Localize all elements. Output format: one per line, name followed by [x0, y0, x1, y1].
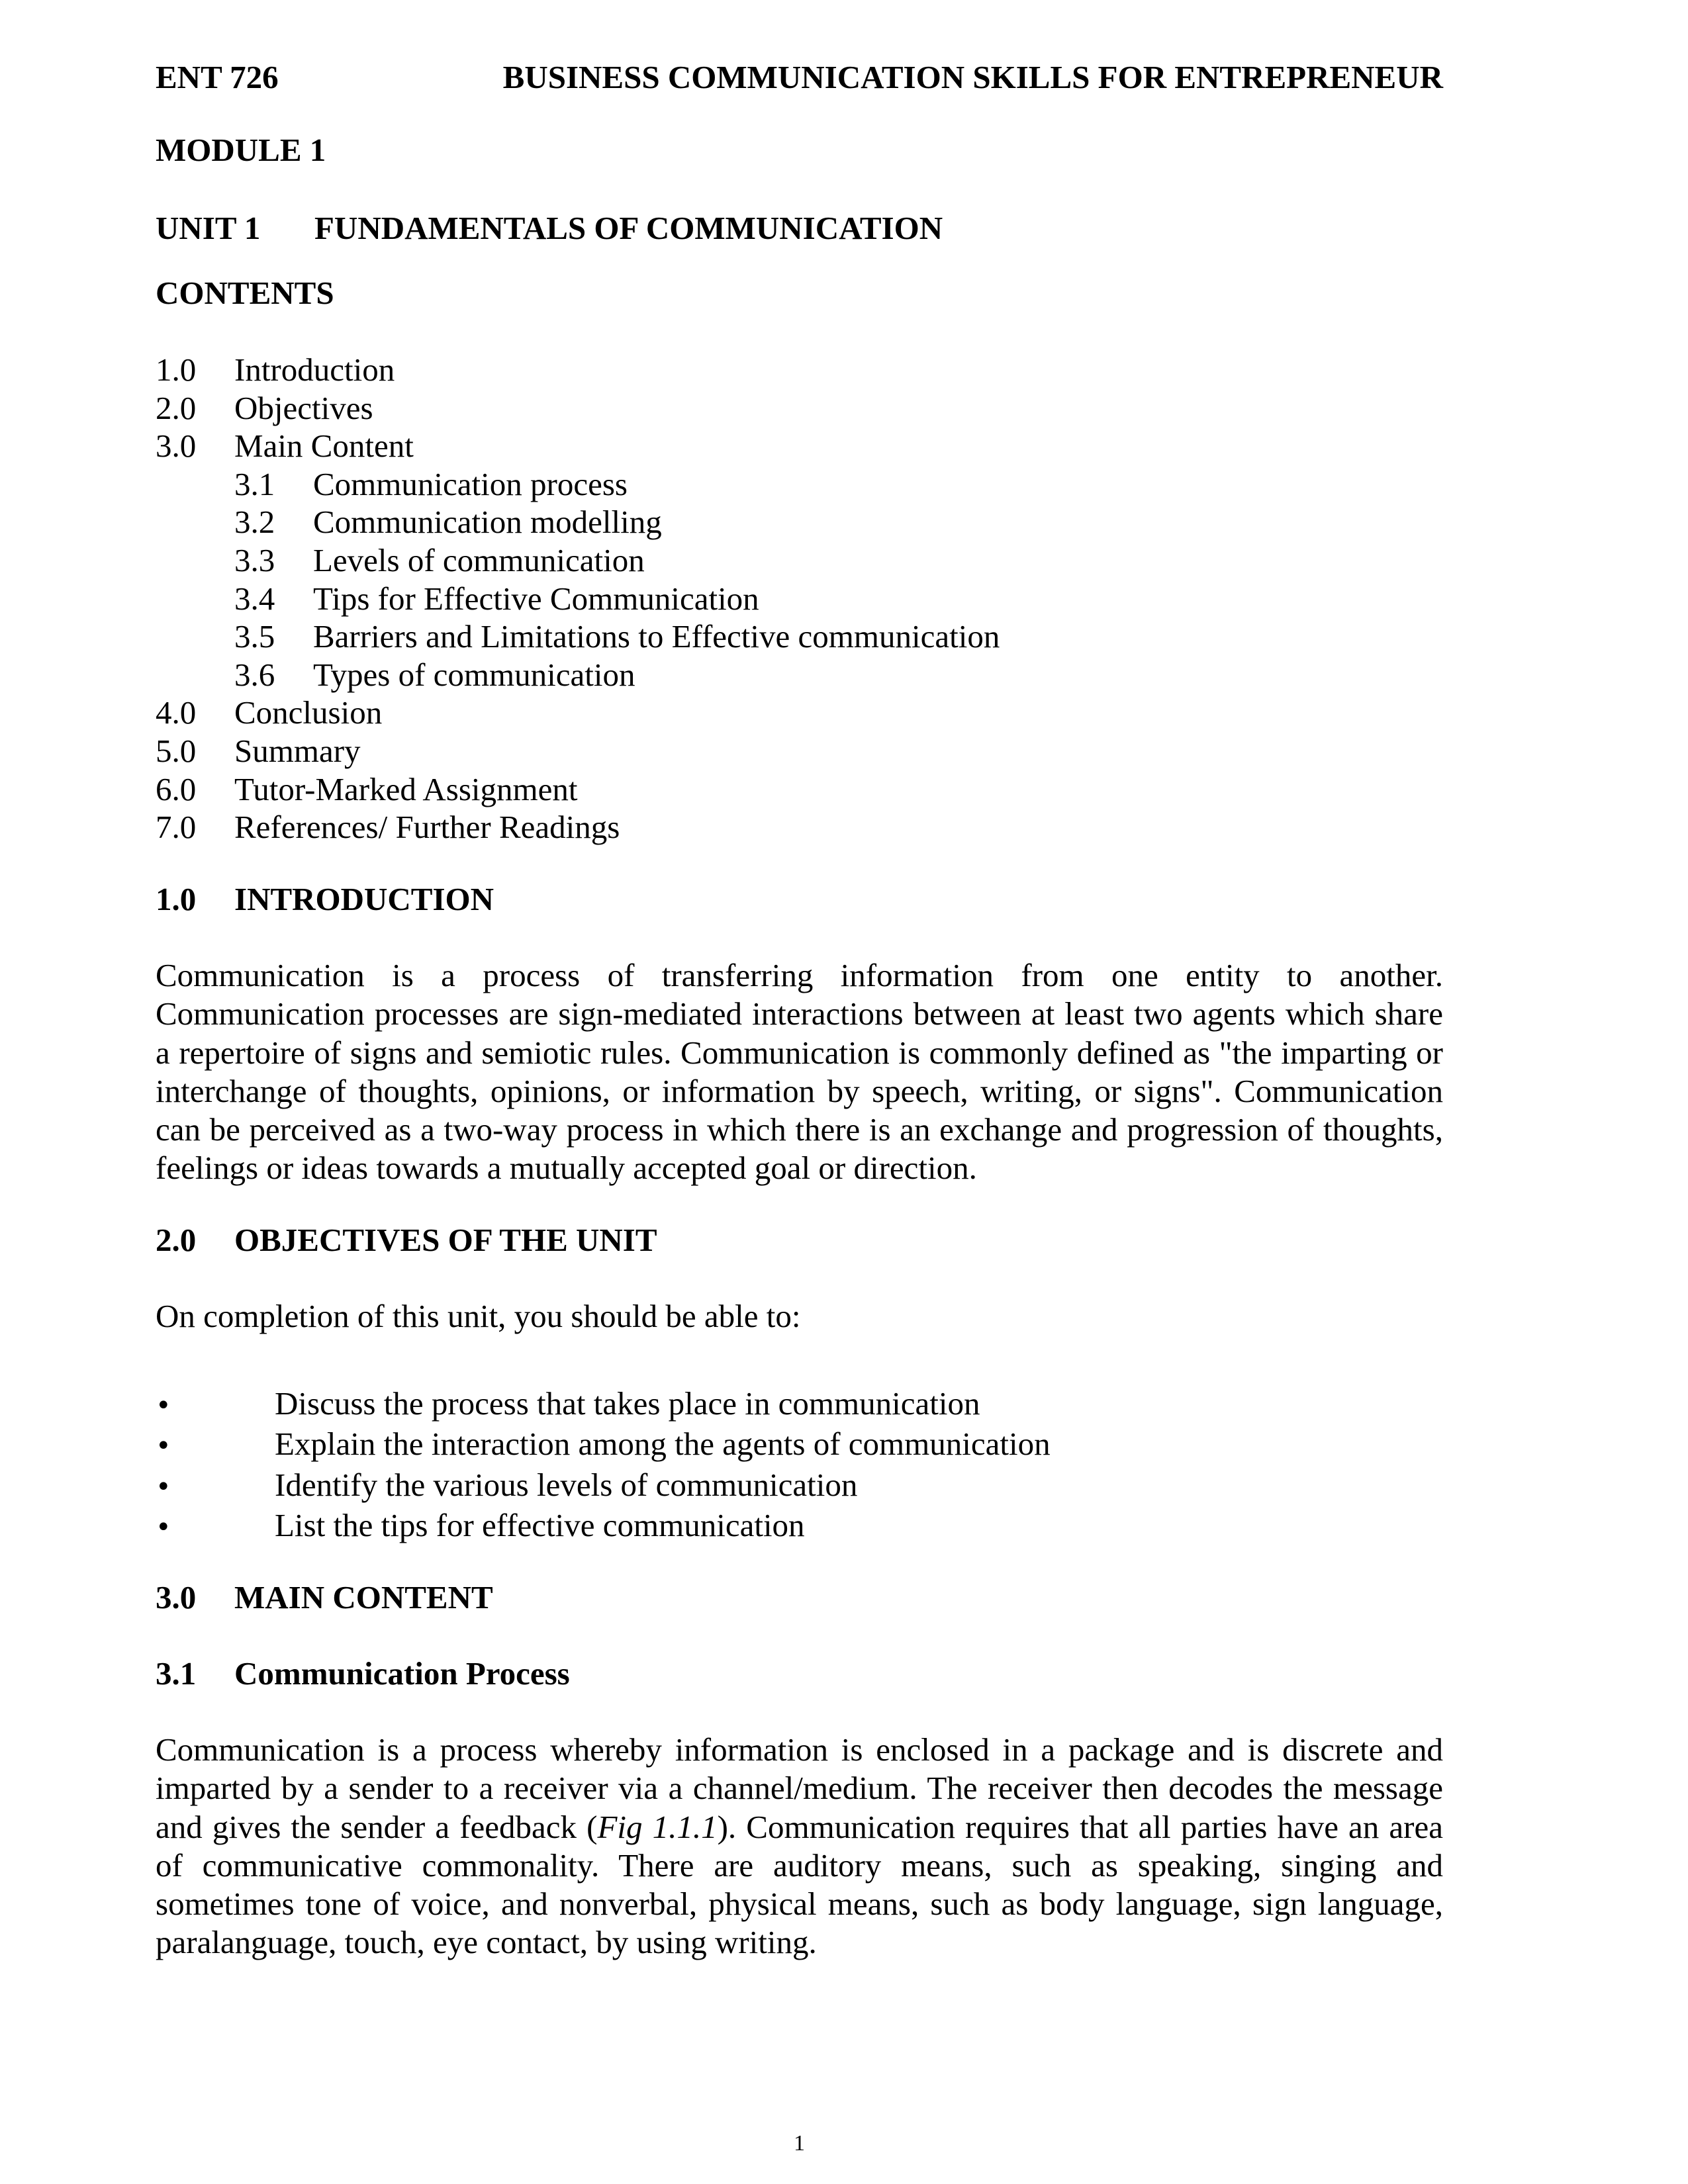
objectives-list	[156, 1383, 1051, 1545]
bullet-icon: •	[156, 1431, 171, 1462]
list-item: • Explain the interaction among the agents of communication	[156, 1424, 1051, 1464]
toc-subitem: 3.6 Types of communication	[234, 656, 635, 693]
list-item: • Identify the various levels of communication	[156, 1465, 1051, 1505]
toc-subitem: 3.2 Communication modelling	[234, 504, 662, 541]
bullet-icon: •	[156, 1390, 171, 1421]
toc-item: 5.0 Summary	[156, 732, 361, 769]
unit-number: UNIT 1	[156, 210, 261, 246]
course-title: BUSINESS COMMUNICATION SKILLS FOR ENTREPRENEUR	[502, 59, 1443, 95]
toc-subitem: 3.3 Levels of communication	[234, 541, 645, 578]
bullet-icon: •	[156, 1512, 171, 1543]
unit-heading	[156, 209, 943, 247]
toc-item: 1.0 Introduction	[156, 351, 395, 388]
list-item: • List the tips for effective communication	[156, 1505, 1051, 1545]
objectives-lead: On completion of this unit, you should be able to:	[156, 1298, 801, 1334]
main-content-heading: 3.0 MAIN CONTENT	[156, 1579, 493, 1615]
unit-title: FUNDAMENTALS OF COMMUNICATION	[314, 210, 943, 246]
communication-process-paragraph: Communication is a process whereby information is enclosed in a package and is discrete and imparted by a sender to a receiver via a channel/medium. The receiver then decodes the message and gives the sender a feedback (Fig 1.1.1). Communication requires that all parties have an area of communicative commonality. There are auditory means, such as speaking, singing and sometimes tone of voice, and nonverbal, physical means, such as body language, sign language, paralanguage, touch, eye contact, by using writing.	[156, 1731, 1443, 1961]
course-code: ENT 726	[156, 59, 279, 95]
toc-item: 7.0 References/ Further Readings	[156, 809, 620, 846]
contents-heading: CONTENTS	[156, 275, 334, 311]
toc-subitem: 3.5 Barriers and Limitations to Effective communication	[234, 618, 1000, 655]
introduction-paragraph: Communication is a process of transferring information from one entity to another. Communication processes are sign-mediated interactions between at least two agents which share a repertoire of signs and semiotic rules. Communication is commonly defined as "the imparting or interchange of thoughts, opinions, or information by speech, writing, or signs". Communication can be perceived as a two-way process in which there is an exchange and progression of thoughts, feelings or ideas towards a mutually accepted goal or direction.	[156, 957, 1443, 1187]
bullet-icon: •	[156, 1471, 171, 1502]
list-item: • Discuss the process that takes place in communication	[156, 1383, 1051, 1424]
objectives-heading: 2.0 OBJECTIVES OF THE UNIT	[156, 1222, 657, 1258]
table-of-contents	[156, 351, 1000, 846]
figure-reference: Fig 1.1.1	[597, 1808, 718, 1845]
toc-subitem: 3.4 Tips for Effective Communication	[234, 580, 759, 617]
toc-subitem: 3.1 Communication process	[234, 465, 628, 502]
module-heading: MODULE 1	[156, 132, 326, 168]
toc-item: 4.0 Conclusion	[156, 694, 383, 731]
page-number: 1	[794, 2131, 805, 2156]
toc-item: 6.0 Tutor-Marked Assignment	[156, 770, 578, 807]
introduction-heading: 1.0 INTRODUCTION	[156, 881, 494, 917]
toc-item: 2.0 Objectives	[156, 389, 373, 426]
toc-item: 3.0 Main Content	[156, 428, 414, 465]
communication-process-heading: 3.1 Communication Process	[156, 1655, 570, 1692]
document-page	[156, 0, 1443, 2184]
